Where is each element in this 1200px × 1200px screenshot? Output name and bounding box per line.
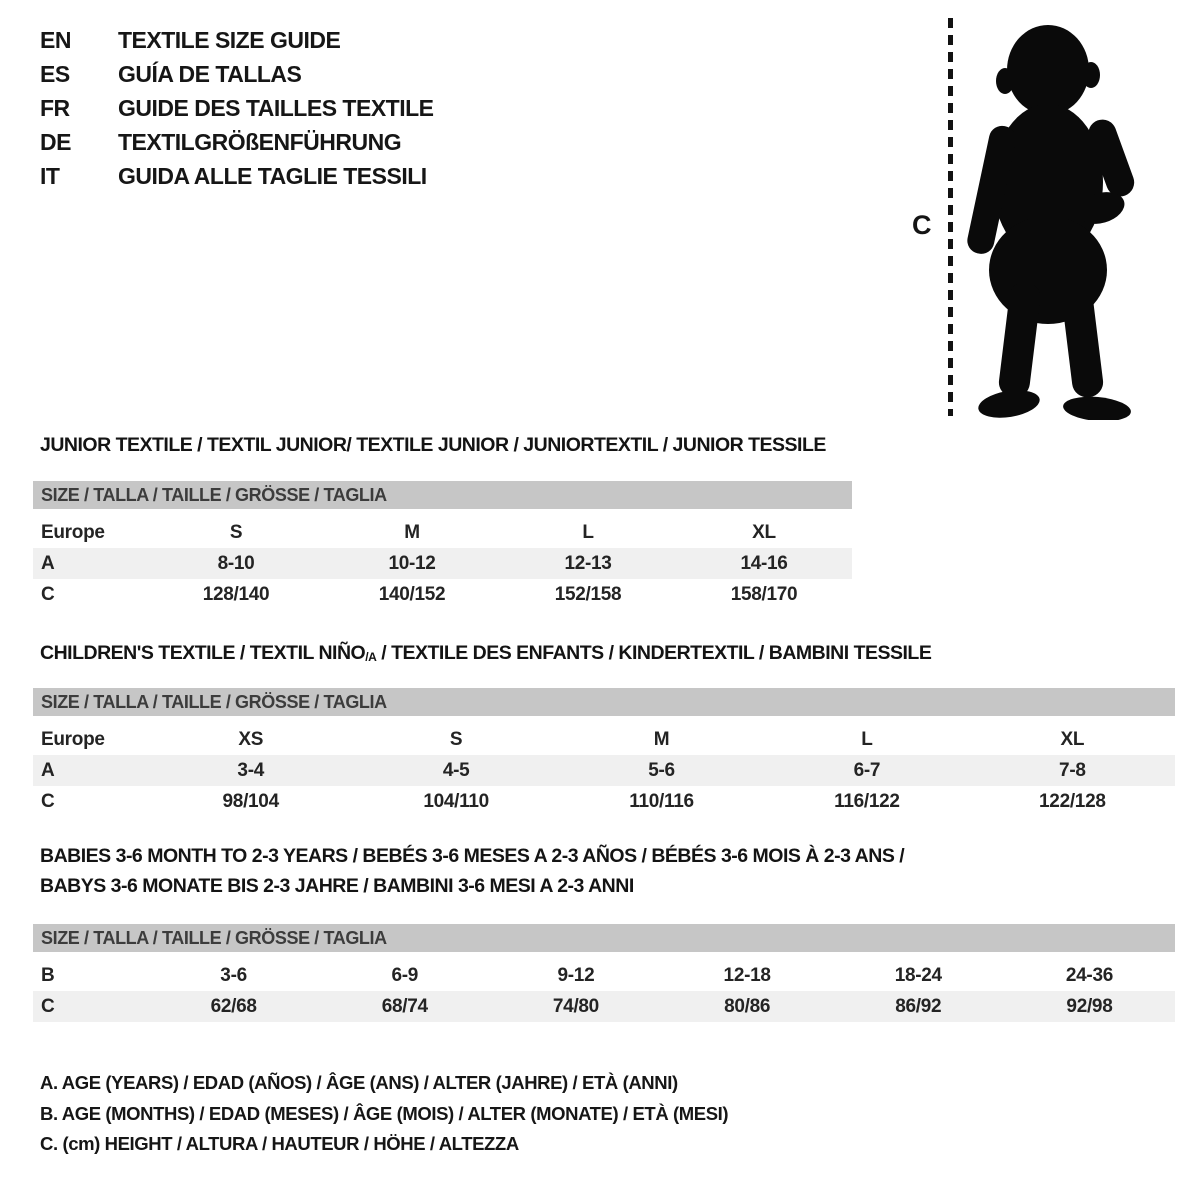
height-cell: 98/104 (222, 791, 279, 812)
height-cell: 128/140 (202, 584, 270, 605)
lang-title: TEXTILGRÖßENFÜHRUNG (118, 129, 402, 155)
table-row-age (33, 548, 852, 579)
age-cell: 5-6 (648, 760, 675, 781)
subscript-a: /A (365, 650, 377, 665)
age-cell: 12-18 (723, 965, 771, 986)
size-cell: S (229, 522, 243, 543)
age-cell: 12-13 (564, 553, 612, 574)
height-cell: 158/170 (730, 584, 798, 605)
legend-line-c: C. (cm) HEIGHT / ALTURA / HAUTEUR / HÖHE / ALTEZZA (40, 1133, 519, 1154)
height-cell: 74/80 (552, 996, 599, 1017)
babies-size-table (33, 924, 1175, 1022)
size-header-bar: SIZE / TALLA / TAILLE / GRÖSSE / TAGLIA (33, 924, 1175, 952)
size-header-bar: SIZE / TALLA / TAILLE / GRÖSSE / TAGLIA (33, 481, 852, 509)
lang-code: DE (40, 129, 71, 155)
height-cell: 92/98 (1066, 996, 1113, 1017)
legend (40, 1068, 728, 1160)
height-cell: 104/110 (423, 791, 489, 812)
table-row-europe (33, 724, 1175, 755)
table-row-height (33, 991, 1175, 1022)
row-label: Europe (41, 522, 105, 543)
section-title-babies-line2: BABYS 3-6 MONATE BIS 2-3 JAHRE / BAMBINI 3-6 MESI A 2-3 ANNI (40, 875, 634, 897)
lang-code: ES (40, 61, 70, 87)
height-cell: 116/122 (834, 791, 900, 812)
height-cell: 68/74 (381, 996, 428, 1017)
lang-title: GUÍA DE TALLAS (118, 61, 302, 87)
table-row-europe (33, 517, 852, 548)
height-cell: 110/116 (629, 791, 694, 812)
lang-row-fr (40, 91, 434, 125)
height-cell: 140/152 (378, 584, 446, 605)
section-title-children: CHILDREN'S TEXTILE / TEXTIL NIÑO/A / TEXTILE DES ENFANTS / KINDERTEXTIL / BAMBINI TESSILE (40, 642, 932, 665)
section-title-junior: JUNIOR TEXTILE / TEXTIL JUNIOR/ TEXTILE JUNIOR / JUNIORTEXTIL / JUNIOR TESSILE (40, 434, 826, 456)
height-measure-dashed-line (948, 18, 953, 416)
lang-code: IT (40, 163, 60, 189)
table-row-height (33, 579, 852, 610)
size-cell: S (449, 729, 463, 750)
size-cell: XL (752, 522, 776, 543)
lang-code: EN (40, 27, 71, 53)
height-cell: 62/68 (210, 996, 257, 1017)
row-label: Europe (41, 729, 105, 750)
height-cell: 152/158 (554, 584, 622, 605)
section-title-babies-line1: BABIES 3-6 MONTH TO 2-3 YEARS / BEBÉS 3-6 MESES A 2-3 AÑOS / BÉBÉS 3-6 MOIS À 2-3 ANS / (40, 845, 905, 867)
size-header-bar: SIZE / TALLA / TAILLE / GRÖSSE / TAGLIA (33, 688, 1175, 716)
row-label: A (41, 760, 55, 781)
lang-row-en (40, 23, 434, 57)
junior-size-table (33, 481, 852, 610)
language-header (40, 23, 434, 193)
age-cell: 6-7 (853, 760, 881, 781)
height-cell: 122/128 (1039, 791, 1106, 812)
table-row-height (33, 786, 1175, 817)
size-cell: XL (1060, 729, 1085, 750)
lang-title: GUIDA ALLE TAGLIE TESSILI (118, 163, 427, 189)
age-cell: 3-4 (237, 760, 264, 781)
row-label: A (41, 553, 55, 574)
row-label: C (41, 584, 55, 605)
age-cell: 6-9 (391, 965, 419, 986)
lang-title: GUIDE DES TAILLES TEXTILE (118, 95, 434, 121)
age-cell: 7-8 (1059, 760, 1086, 781)
height-measure-label: C (912, 210, 932, 240)
lang-row-it (40, 159, 434, 193)
size-cell: M (404, 522, 420, 543)
legend-line-a: A. AGE (YEARS) / EDAD (AÑOS) / ÂGE (ANS) / ALTER (JAHRE) / ETÀ (ANNI) (40, 1072, 678, 1093)
lang-code: FR (40, 95, 70, 121)
height-cell: 86/92 (895, 996, 942, 1017)
age-cell: 8-10 (217, 553, 255, 574)
age-cell: 14-16 (740, 553, 788, 574)
size-cell: XS (238, 729, 264, 750)
row-label: B (41, 965, 55, 986)
legend-line-b: B. AGE (MONTHS) / EDAD (MESES) / ÂGE (MOIS) / ALTER (MONATE) / ETÀ (MESI) (40, 1102, 729, 1124)
height-cell: 80/86 (724, 996, 771, 1017)
age-cell: 18-24 (894, 965, 942, 986)
lang-title: TEXTILE SIZE GUIDE (118, 27, 341, 53)
table-row-age (33, 755, 1175, 786)
lang-row-de (40, 125, 434, 159)
size-cell: L (582, 522, 594, 543)
toddler-silhouette (960, 14, 1140, 420)
table-row-age-months (33, 960, 1175, 991)
age-cell: 24-36 (1065, 965, 1113, 986)
row-label: C (41, 996, 55, 1017)
size-cell: M (653, 729, 670, 750)
age-cell: 4-5 (442, 760, 470, 781)
row-label: C (41, 791, 55, 812)
size-cell: L (861, 729, 873, 750)
age-cell: 10-12 (388, 553, 436, 574)
age-cell: 3-6 (220, 965, 247, 986)
age-cell: 9-12 (557, 965, 595, 986)
lang-row-es (40, 57, 434, 91)
children-size-table (33, 688, 1175, 817)
